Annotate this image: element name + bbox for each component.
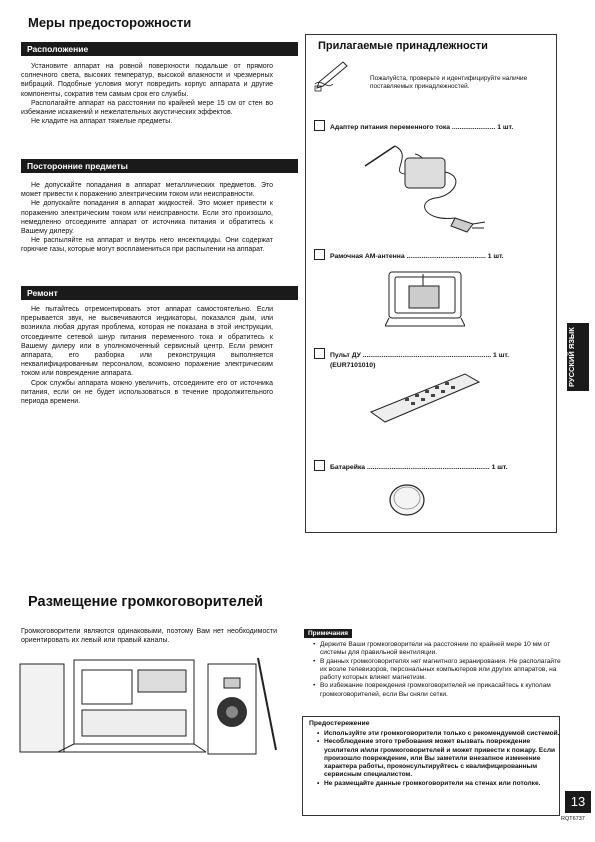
am-antenna-image (385, 268, 465, 330)
checkbox-battery[interactable] (314, 460, 325, 471)
language-tab: РУССКИЙ ЯЗЫК (567, 323, 589, 391)
page-title: Меры предосторожности (28, 15, 192, 30)
caution-list (316, 730, 560, 788)
list-item: • Используйте эти громкоговорители только с рекомендуемой системой. (324, 730, 560, 738)
foreign-text: Не допускайте попадания в аппарат металлических предметов. Это может привести к поражению электрическим током или неисправности. Не допускайте попадания в аппарат жидкостей. Это может привести к поражению электрическим током или неисправности. Если это произошло, немедленно отсоедините аппарат от источника питания и обратитесь к Вашему дилеру. Не распыляйте на аппарат и внутрь него инсектициды. Они содержат горючие газы, которые могут воспламениться при распылении на аппарат. (21, 182, 273, 254)
checkbox-remote[interactable] (314, 348, 325, 359)
caution-heading: Предостережение (309, 720, 370, 727)
item-ac-adapter: Адаптер питания переменного тока ....................... 1 шт. (330, 124, 514, 131)
notes-list (312, 641, 564, 699)
item-battery: Батарейка ................................................................. 1 шт. (330, 464, 508, 471)
list-item: • Держите Ваши громкоговорители на расстоянии по крайней мере 10 мм от системы для правильной вентиляции. (320, 641, 564, 658)
checkbox-ac-adapter[interactable] (314, 120, 325, 131)
remote-control-image (365, 368, 485, 426)
notes-heading: Примечания (304, 629, 352, 638)
speakers-title: Размещение громкоговорителей (28, 594, 263, 610)
repair-text: Не пытайтесь отремонтировать этот аппарат самостоятельно. Если прерывается звук, не высвечиваются индикаторы, показался дым, или возникла любая другая проблема, которая не показана в этой инструкции, отсоедините сетевой шнур питания переменного тока и обратитесь к Вашему дилеру или в уполномоченный сервисный центр. Если ремонт аппарата, его разборка или реконструкция выполняется неквалифицированным персоналом, возможно поражение электрическим током или повреждение аппарата. Срок службы аппарата можно увеличить, отсоедините его от источника питания, если он не будет использоваться в течение продолжительного периода времени. (21, 306, 273, 406)
list-item: • В данных громкоговорителях нет магнитного экранирования. Не располагайте их возле телевизоров, персональных компьютеров или других аппаратов, на работу которых влияет магнетизм. (320, 658, 564, 683)
document-code: RQT6737 (561, 816, 585, 822)
speaker-system-illustration (18, 650, 280, 760)
list-item: • Во избежание повреждения громкоговорителей не прикасайтесь к куполам громкоговорителей, если Вы сняли сетки. (320, 682, 564, 699)
page-number: 13 (565, 791, 591, 813)
item-remote-model: (EUR7101010) (330, 362, 376, 369)
item-remote: Пульт ДУ .................................................................... 1 шт. (330, 352, 509, 359)
pen-icon (313, 58, 353, 92)
placement-text: Установите аппарат на ровной поверхности подальше от прямого солнечного света, высоких температур, высокой влажности и чрезмерных вибраций. Подобные условия могут повредить корпус аппарата и другие компоненты, сократив тем самым срок его службы. Располагайте аппарат на расстоянии по крайней мере 15 см от стен во избежание искажений и нежелательных акустических эффектов. Не кладите на аппарат тяжелые предметы. (21, 63, 273, 126)
section-heading-repair: Ремонт (21, 286, 298, 300)
accessories-intro: Пожалуйста, проверьте и идентифицируйте наличие поставляемых принадлежностей. (370, 75, 528, 90)
item-am-antenna: Рамочная АМ-антенна .......................................... 1 шт. (330, 253, 504, 260)
section-heading-foreign: Посторонние предметы (21, 159, 298, 173)
section-heading-placement: Расположение (21, 42, 298, 56)
ac-adapter-image (355, 136, 495, 236)
accessories-title: Прилагаемые принадлежности (318, 40, 488, 52)
list-item: • Не размещайте данные громкоговорители на стенах или потолке. (324, 780, 560, 788)
speakers-intro: Громкоговорители являются одинаковыми, поэтому Вам нет необходимости ориентировать их левый или правый каналы. (21, 628, 277, 644)
battery-image (387, 482, 427, 518)
checkbox-am-antenna[interactable] (314, 249, 325, 260)
list-item: • Несоблюдение этого требования может вызвать повреждение усилителя и/или громкоговорителей и может привести к пожару. Если произошло повреждение, или Вы заметили внезапное изменение характера работы, проконсультируйтесь с квалифицированным сервисным специалистом. (324, 738, 560, 779)
